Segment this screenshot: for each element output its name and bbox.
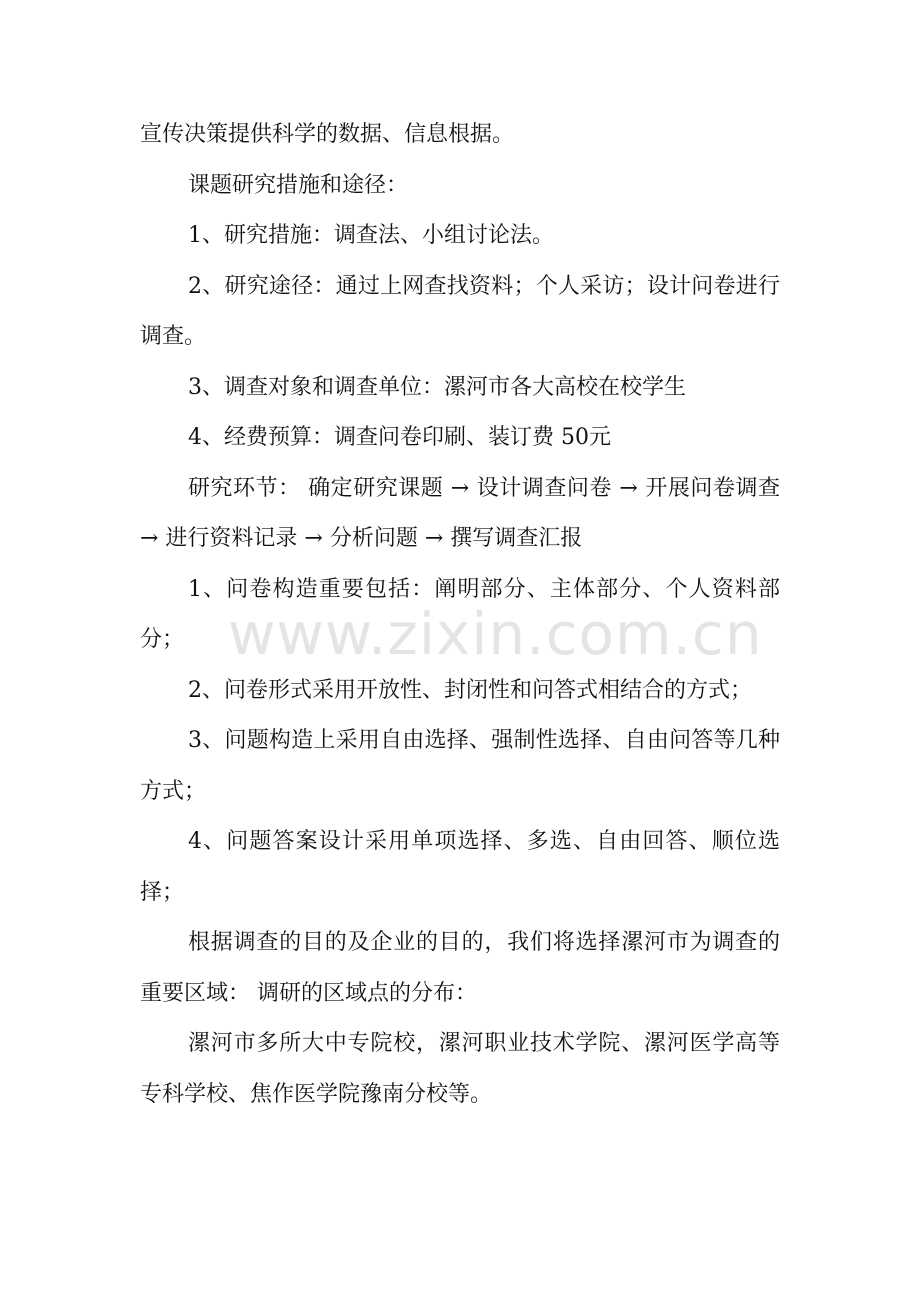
paragraph-8: 1、问卷构造重要包括：阐明部分、主体部分、个人资料部分； xyxy=(140,576,780,652)
paragraph-9: 2、问卷形式采用开放性、封闭性和问答式相结合的方式； xyxy=(188,677,752,703)
document-body xyxy=(140,110,780,1120)
paragraph-12: 根据调查的目的及企业的目的，我们将选择漯河市为调查的重要区域： 调研的区域点的分布： xyxy=(140,930,780,1006)
paragraph-5: 3、调查对象和调查单位：漯河市各大高校在校学生 xyxy=(188,374,686,400)
paragraph-3: 1、研究措施：调查法、小组讨论法。 xyxy=(188,223,554,248)
paragraph-10: 3、问题构造上采用自由选择、强制性选择、自由问答等几种方式； xyxy=(140,728,780,804)
paragraph-2: 课题研究措施和途径： xyxy=(188,172,409,198)
paragraph-11: 4、问题答案设计采用单项选择、多选、自由回答、顺位选择； xyxy=(140,829,780,905)
paragraph-1: 宣传决策提供科学的数据、信息根据。 xyxy=(140,122,515,147)
watermark: www.zixin.com.cn xyxy=(228,600,763,668)
paragraph-7: 研究环节： 确定研究课题 → 设计调查问卷 → 开展问卷调查 → 进行资料记录 → 分析问题 → 撰写调查汇报 xyxy=(140,475,780,551)
paragraph-13: 漯河市多所大中专院校，漯河职业技术学院、漯河医学高等专科学校、焦作医学院豫南分校等。 xyxy=(140,1031,780,1107)
paragraph-6: 4、经费预算：调查问卷印刷、装订费 50元 xyxy=(188,425,611,450)
paragraph-4: 2、研究途径：通过上网查找资料；个人采访；设计问卷进行调查。 xyxy=(140,273,780,349)
